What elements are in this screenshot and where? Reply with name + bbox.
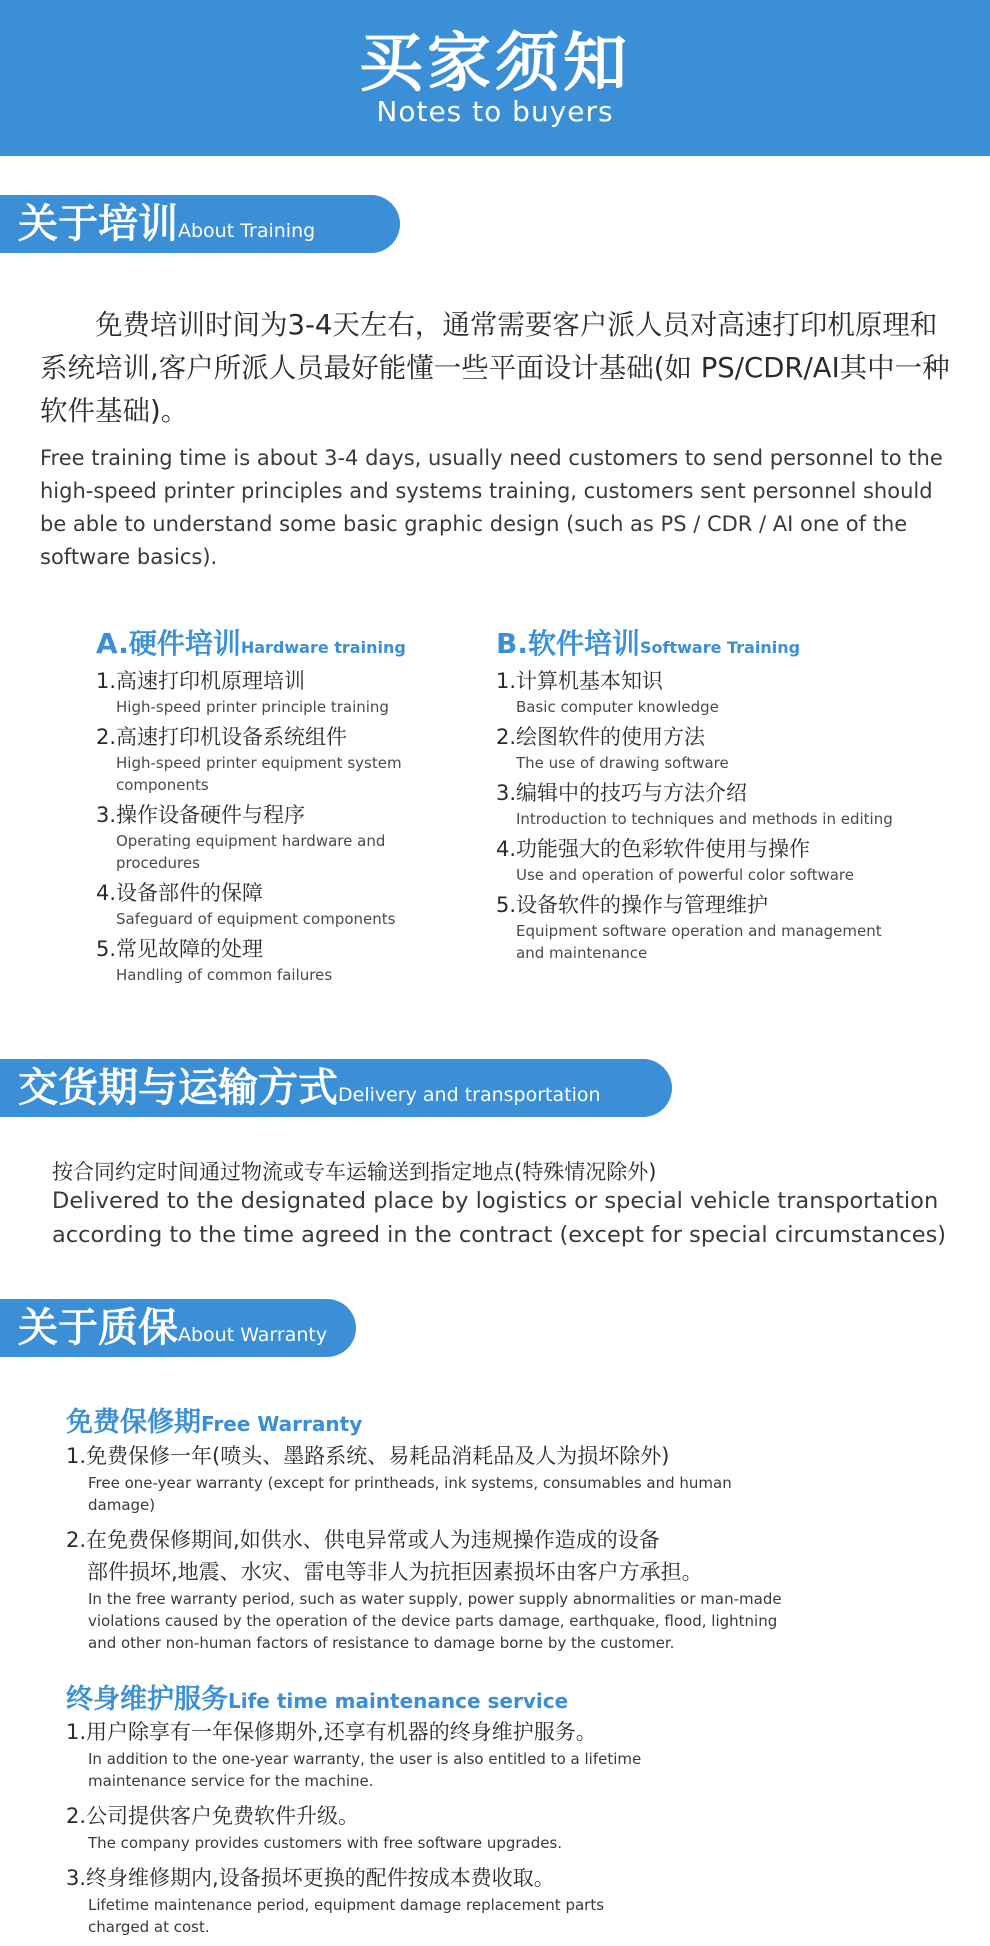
list-item-en: The company provides customers with free software upgrades.	[88, 1834, 563, 1852]
free-warranty-heading	[66, 1400, 362, 1439]
list-item-cn: 4.设备部件的保障	[96, 881, 264, 905]
list-item-cn: 5.常见故障的处理	[96, 937, 264, 961]
list-item-en: Introduction to techniques and methods in editing	[516, 810, 893, 828]
list-item-cn	[66, 1524, 926, 1588]
list-item-cn: 4.功能强大的色彩软件使用与操作	[496, 837, 811, 861]
list-item	[66, 1800, 926, 1854]
software-heading-cn: B.软件培训	[496, 627, 640, 660]
list-item-cn: 2.绘图软件的使用方法	[496, 725, 706, 749]
warranty-heading-cn: 关于质保	[18, 1305, 178, 1351]
list-item-cn: 3.编辑中的技巧与方法介绍	[496, 781, 748, 805]
list-item-en: Handling of common failures	[116, 966, 333, 984]
training-heading-en: About Training	[178, 220, 316, 242]
list-item-cn: 2.高速打印机设备系统组件	[96, 725, 348, 749]
delivery-heading-cn: 交货期与运输方式	[18, 1065, 338, 1111]
list-item	[66, 1440, 926, 1516]
list-item	[96, 666, 526, 718]
free-warranty-heading-cn: 免费保修期	[66, 1407, 201, 1438]
delivery-text-en: Delivered to the designated place by logistics or special vehicle transportation according to the time agreed in the contract (except for special circumstances)	[52, 1188, 947, 1248]
list-item	[66, 1862, 926, 1938]
list-item-en: Lifetime maintenance period, equipment damage replacement parts charged at cost.	[88, 1896, 605, 1936]
delivery-text-cn: 按合同约定时间通过物流或专车运输送到指定地点(特殊情况除外)	[52, 1160, 657, 1184]
list-item-en: High-speed printer equipment system components	[116, 754, 402, 794]
hardware-heading-cn: A.硬件培训	[96, 627, 241, 660]
list-item-en: Use and operation of powerful color software	[516, 866, 854, 884]
delivery-section-header	[0, 1059, 672, 1117]
lifetime-heading-cn: 终身维护服务	[66, 1684, 228, 1715]
list-item-en: Free one-year warranty (except for printheads, ink systems, consumables and human damage)	[88, 1474, 732, 1514]
list-item-cn: 2.公司提供客户免费软件升级。	[66, 1804, 360, 1828]
warranty-heading-en: About Warranty	[178, 1324, 328, 1346]
list-item	[66, 1524, 926, 1654]
training-heading-cn: 关于培训	[18, 201, 178, 247]
list-item	[496, 722, 926, 774]
hardware-heading-en: Hardware training	[240, 638, 406, 657]
list-item-en: In the free warranty period, such as water supply, power supply abnormalities or man-made violations caused by the operation of the device parts damage, earthquake, flood, lightning and other non-human factors of resistance to damage borne by the customer.	[88, 1590, 782, 1652]
list-item-cn: 5.设备软件的操作与管理维护	[496, 893, 769, 917]
list-item-cn: 1.用户除享有一年保修期外,还享有机器的终身维护服务。	[66, 1720, 597, 1744]
lifetime-heading-en: Life time maintenance service	[228, 1689, 569, 1713]
list-item	[96, 878, 526, 930]
list-item-cn-line1: 2.在免费保修期间,如供水、供电异常或人为违规操作造成的设备	[66, 1528, 660, 1552]
list-item-en: High-speed printer principle training	[116, 698, 389, 716]
software-heading-en: Software Training	[639, 638, 801, 657]
list-item-en: The use of drawing software	[516, 754, 729, 772]
warranty-section-header	[0, 1299, 356, 1357]
free-warranty-list	[66, 1440, 926, 1662]
free-warranty-heading-en: Free Warranty	[201, 1412, 363, 1436]
header-banner	[0, 0, 990, 156]
list-item-cn-line2: 部件损坏,地震、水灾、雷电等非人为抗拒因素损坏由客户方承担。	[87, 1560, 703, 1584]
list-item-en: Basic computer knowledge	[516, 698, 719, 716]
list-item	[496, 666, 926, 718]
delivery-heading-en: Delivery and transportation	[338, 1084, 601, 1106]
list-item-en: Safeguard of equipment components	[116, 910, 396, 928]
training-section-header	[0, 195, 400, 253]
list-item-cn: 1.计算机基本知识	[496, 669, 664, 693]
software-training-column	[496, 622, 926, 968]
lifetime-service-list	[66, 1716, 926, 1946]
list-item	[96, 722, 526, 796]
list-item	[96, 934, 526, 986]
page-subtitle: Notes to buyers	[376, 95, 614, 128]
list-item-cn: 3.终身维修期内,设备损坏更换的配件按成本费收取。	[66, 1866, 555, 1890]
hardware-training-column	[96, 622, 526, 990]
lifetime-service-heading	[66, 1677, 568, 1716]
page-title: 买家须知	[359, 27, 631, 101]
list-item-en: In addition to the one-year warranty, the user is also entitled to a lifetime maintenance service for the machine.	[88, 1750, 642, 1790]
list-item	[66, 1716, 926, 1792]
training-paragraph-cn: 免费培训时间为3-4天左右，通常需要客户派人员对高速打印机原理和系统培训,客户所派人员最好能懂一些平面设计基础(如 PS/CDR/AI其中一种软件基础)。	[40, 309, 950, 427]
list-item	[496, 834, 926, 886]
training-paragraph-en: Free training time is about 3-4 days, usually need customers to send personnel to the high-speed printer principles and systems training, customers sent personnel should be able to understand some basic graphic design (such as PS / CDR / AI one of the software basics).	[40, 446, 943, 569]
list-item-en: Equipment software operation and management and maintenance	[516, 922, 882, 962]
software-training-heading	[496, 622, 926, 664]
hardware-training-heading	[96, 622, 526, 664]
list-item-cn: 3.操作设备硬件与程序	[96, 803, 306, 827]
list-item	[496, 890, 926, 964]
list-item-cn: 1.免费保修一年(喷头、墨路系统、易耗品消耗品及人为损坏除外)	[66, 1444, 670, 1468]
list-item	[96, 800, 526, 874]
list-item-cn: 1.高速打印机原理培训	[96, 669, 306, 693]
list-item	[496, 778, 926, 830]
list-item-en: Operating equipment hardware and procedures	[116, 832, 386, 872]
